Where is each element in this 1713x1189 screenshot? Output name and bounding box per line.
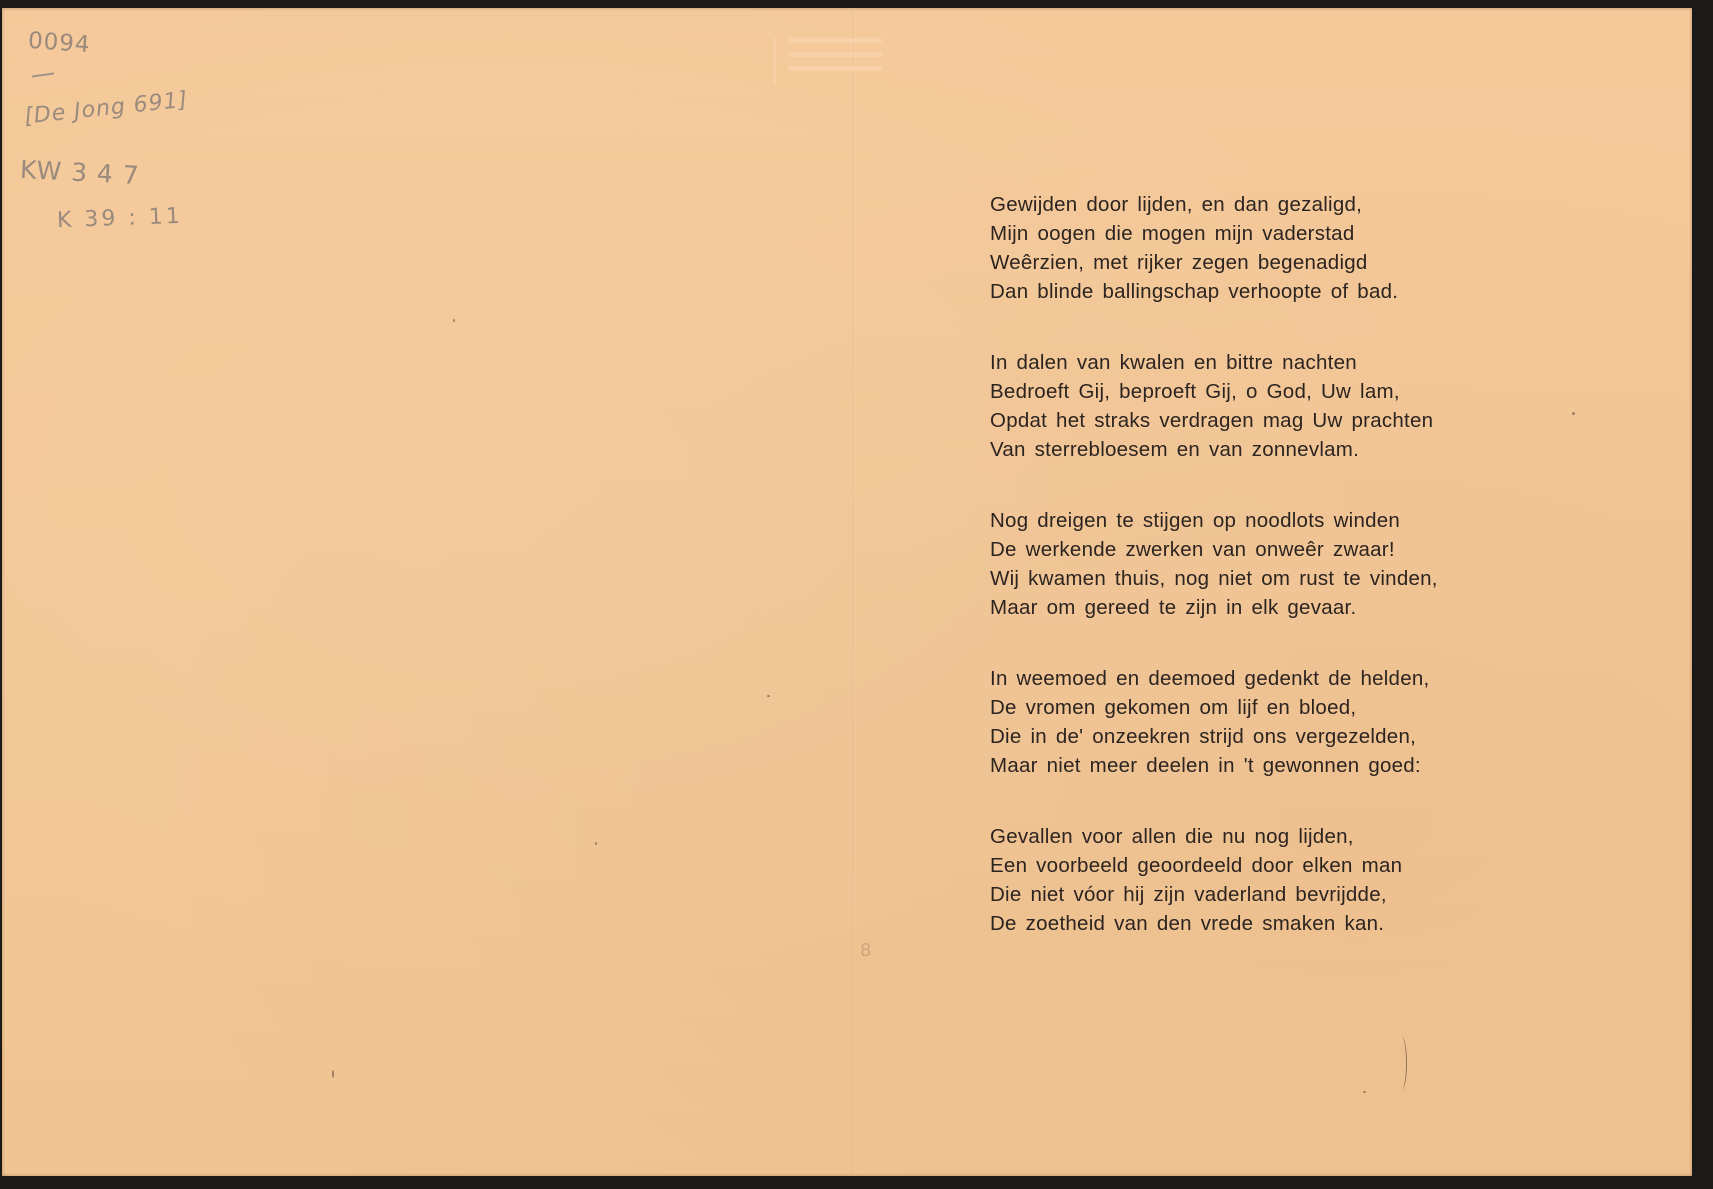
faint-mark: 8	[860, 940, 872, 961]
stanza	[990, 190, 1438, 306]
poem-line: Die in de' onzeekren strijd ons vergezelden,	[990, 725, 1417, 748]
poem-line: In weemoed en deemoed gedenkt de helden,	[990, 667, 1430, 690]
center-fold	[853, 8, 855, 1176]
stanza	[990, 664, 1438, 780]
paper-speck	[453, 319, 455, 322]
watermark-line	[788, 66, 882, 71]
poem-line: Weêrzien, met rijker zegen begenadigd	[990, 251, 1368, 274]
poem-line: In dalen van kwalen en bittre nachten	[990, 351, 1357, 374]
poem	[990, 190, 1438, 980]
library-watermark	[764, 38, 894, 96]
stanza	[990, 822, 1438, 938]
pencil-mark	[1396, 1036, 1407, 1090]
poem-line: Wij kwamen thuis, nog niet om rust te vinden,	[990, 567, 1438, 590]
poem-line: De vromen gekomen om lijf en bloed,	[990, 696, 1357, 719]
poem-line: Gewijden door lijden, en dan gezaligd,	[990, 193, 1363, 216]
stanza	[990, 348, 1438, 464]
poem-line: Maar niet meer deelen in 't gewonnen goed:	[990, 754, 1421, 777]
poem-line: Nog dreigen te stijgen op noodlots winden	[990, 509, 1401, 532]
poem-line: De werkende zwerken van onweêr zwaar!	[990, 538, 1395, 561]
poem-line: Gevallen voor allen die nu nog lijden,	[990, 825, 1354, 848]
stanza	[990, 506, 1438, 622]
watermark-bar	[774, 38, 776, 84]
poem-line: Bedroeft Gij, beproeft Gij, o God, Uw lam,	[990, 380, 1400, 403]
poem-line: De zoetheid van den vrede smaken kan.	[990, 912, 1385, 935]
watermark-line	[788, 38, 882, 43]
watermark-line	[788, 52, 882, 57]
handwritten-note: KW 3 4 7	[19, 154, 141, 191]
paper-speck	[1572, 412, 1575, 415]
folded-sheet	[2, 8, 1692, 1176]
paper-speck	[1363, 1091, 1366, 1093]
poem-line: Mijn oogen die mogen mijn vaderstad	[990, 222, 1355, 245]
poem-line: Van sterrebloesem en van zonnevlam.	[990, 438, 1360, 461]
poem-line: Opdat het straks verdragen mag Uw prachten	[990, 409, 1434, 432]
poem-line: Die niet vóor hij zijn vaderland bevrijdde,	[990, 883, 1387, 906]
handwritten-dash	[32, 72, 54, 77]
handwritten-note: K 39 : 11	[56, 203, 184, 234]
paper-speck	[332, 1070, 334, 1078]
handwritten-note: 0094	[27, 27, 92, 59]
poem-line: Maar om gereed te zijn in elk gevaar.	[990, 596, 1357, 619]
paper-speck	[767, 695, 770, 697]
handwritten-note: [De Jong 691]	[23, 87, 190, 130]
poem-line: Een voorbeeld geoordeeld door elken man	[990, 854, 1403, 877]
paper-speck	[595, 842, 597, 845]
poem-line: Dan blinde ballingschap verhoopte of bad.	[990, 280, 1399, 303]
